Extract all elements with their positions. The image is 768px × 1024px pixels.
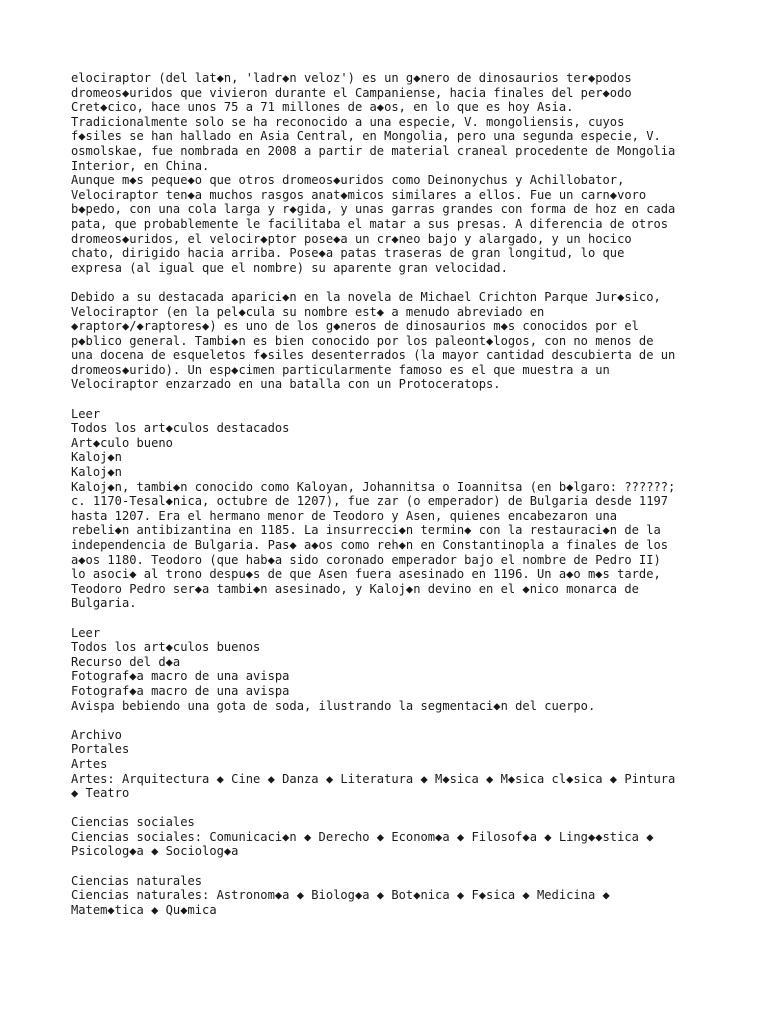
text-line: a◆os 1180. Teodoro (que hab◆a sido coronado emperador bajo el nombre de Pedro II) (71, 552, 661, 567)
text-line: Aunque m◆s peque◆o que otros dromeos◆uridos como Deinonychus y Achillobator, (71, 173, 625, 188)
text-line: Kaloj◆n (71, 465, 122, 480)
text-line: dromeos◆uridos, el velocir◆ptor pose◆a un cr◆neo bajo y alargado, y un hocico (71, 231, 632, 246)
text-line: dromeos◆uridos que vivieron durante el Campaniense, hacia finales del per◆odo (71, 85, 632, 100)
text-line: hasta 1207. Era el hermano menor de Teodoro y Asen, quienes encabezaron una (71, 508, 618, 523)
paragraph-kalojan-featured (71, 407, 711, 611)
text-line: chato, dirigido hacia arriba. Pose◆a patas traseras de gran longitud, lo que (71, 246, 625, 261)
text-line: Velociraptor ten◆a muchos rasgos anat◆micos similares a ellos. Fue un carn◆voro (71, 187, 647, 202)
text-line: ◆raptor◆/◆raptores◆) es uno de los g◆neros de dinosaurios m◆s conocidos por el (71, 319, 639, 334)
text-line: Archivo (71, 727, 122, 742)
text-line: Bulgaria. (71, 596, 137, 611)
paragraph-velociraptor-fame (71, 290, 711, 392)
paragraph-gap (71, 713, 711, 728)
paragraph-velociraptor-intro (71, 71, 711, 275)
text-line: f◆siles se han hallado en Asia Central, en Mongolia, pero una segunda especie, V. (71, 129, 661, 144)
text-line: Fotograf◆a macro de una avispa (71, 683, 290, 698)
paragraph-gap (71, 859, 711, 874)
text-line: Artes (71, 756, 108, 771)
paragraph-gap (71, 392, 711, 407)
text-line: Fotograf◆a macro de una avispa (71, 669, 290, 684)
text-line: c. 1170-Tesal◆nica, octubre de 1207), fue zar (o emperador) de Bulgaria desde 1197 (71, 494, 669, 509)
text-line: Debido a su destacada aparici◆n en la novela de Michael Crichton Parque Jur◆sico, (71, 289, 661, 304)
paragraph-gap (71, 611, 711, 626)
text-line: Art◆culo bueno (71, 435, 173, 450)
text-line: Todos los art◆culos buenos (71, 640, 261, 655)
paragraph-ciencias-naturales (71, 874, 711, 918)
text-line: pata, que probablemente le facilitaba el matar a sus presas. A diferencia de otros (71, 216, 669, 231)
paragraph-gap (71, 275, 711, 290)
paragraph-gap (71, 801, 711, 816)
text-line: Artes: Arquitectura ◆ Cine ◆ Danza ◆ Literatura ◆ M◆sica ◆ M◆sica cl◆sica ◆ Pintura (71, 771, 676, 786)
text-line: Ciencias sociales (71, 815, 195, 830)
paragraph-ciencias-sociales (71, 815, 711, 859)
text-line: Teodoro Pedro ser◆a tambi◆n asesinado, y Kaloj◆n devino en el ◆nico monarca de (71, 581, 639, 596)
text-line: p◆blico general. Tambi◆n es bien conocido por los paleont◆logos, con no menos de (71, 333, 654, 348)
text-line: lo asoci◆ al trono despu◆s de que Asen fuera asesinado en 1196. Un a◆o m◆s tarde, (71, 567, 661, 582)
text-line: Todos los art◆culos destacados (71, 421, 290, 436)
text-line: Leer (71, 625, 101, 640)
text-line: Ciencias naturales (71, 873, 203, 888)
text-line: b◆pedo, con una cola larga y r◆gida, y unas garras grandes con forma de hoz en cada (71, 202, 676, 217)
text-line: Velociraptor enzarzado en una batalla con un Protoceratops. (71, 377, 501, 392)
text-line: Leer (71, 406, 101, 421)
paragraph-recurso-del-dia (71, 626, 711, 714)
text-line: osmolskae, fue nombrada en 2008 a partir de material craneal procedente de Mongolia (71, 143, 676, 158)
text-line: elociraptor (del lat◆n, 'ladr◆n veloz') es un g◆nero de dinosaurios ter◆podos (71, 71, 632, 85)
paragraph-portales-artes (71, 728, 711, 801)
text-line: Cret◆cico, hace unos 75 a 71 millones de a◆os, en lo que es hoy Asia. (71, 100, 574, 115)
text-line: ◆ Teatro (71, 786, 130, 801)
text-line: rebeli◆n antibizantina en 1185. La insurrecci◆n termin◆ con la restauraci◆n de la (71, 523, 661, 538)
document-page (71, 71, 711, 917)
text-line: Kaloj◆n, tambi◆n conocido como Kaloyan, Johannitsa o Ioannitsa (en b◆lgaro: ??????; (71, 479, 676, 494)
text-line: Matem◆tica ◆ Qu◆mica (71, 902, 217, 917)
text-line: dromeos◆urido). Un esp◆cimen particularmente famoso es el que muestra a un (71, 362, 610, 377)
text-line: expresa (al igual que el nombre) su aparente gran velocidad. (71, 260, 508, 275)
text-line: Portales (71, 742, 130, 757)
text-line: independencia de Bulgaria. Pas◆ a◆os como reh◆n en Constantinopla a finales de los (71, 538, 669, 552)
text-line: Tradicionalmente solo se ha reconocido a una especie, V. mongoliensis, cuyos (71, 114, 625, 129)
text-line: Kaloj◆n (71, 450, 122, 465)
text-line: una docena de esqueletos f◆siles desenterrados (la mayor cantidad descubierta de un (71, 348, 676, 363)
text-line: Psicolog◆a ◆ Sociolog◆a (71, 844, 239, 859)
text-line: Avispa bebiendo una gota de soda, ilustrando la segmentaci◆n del cuerpo. (71, 698, 596, 713)
text-line: Interior, en China. (71, 158, 210, 173)
text-line: Ciencias naturales: Astronom◆a ◆ Biolog◆a ◆ Bot◆nica ◆ F◆sica ◆ Medicina ◆ (71, 888, 610, 903)
text-line: Ciencias sociales: Comunicaci◆n ◆ Derecho ◆ Econom◆a ◆ Filosof◆a ◆ Ling◆◆stica ◆ (71, 829, 654, 844)
text-line: Velociraptor (en la pel◆cula su nombre est◆ a menudo abreviado en (71, 304, 545, 319)
text-line: Recurso del d◆a (71, 654, 181, 669)
